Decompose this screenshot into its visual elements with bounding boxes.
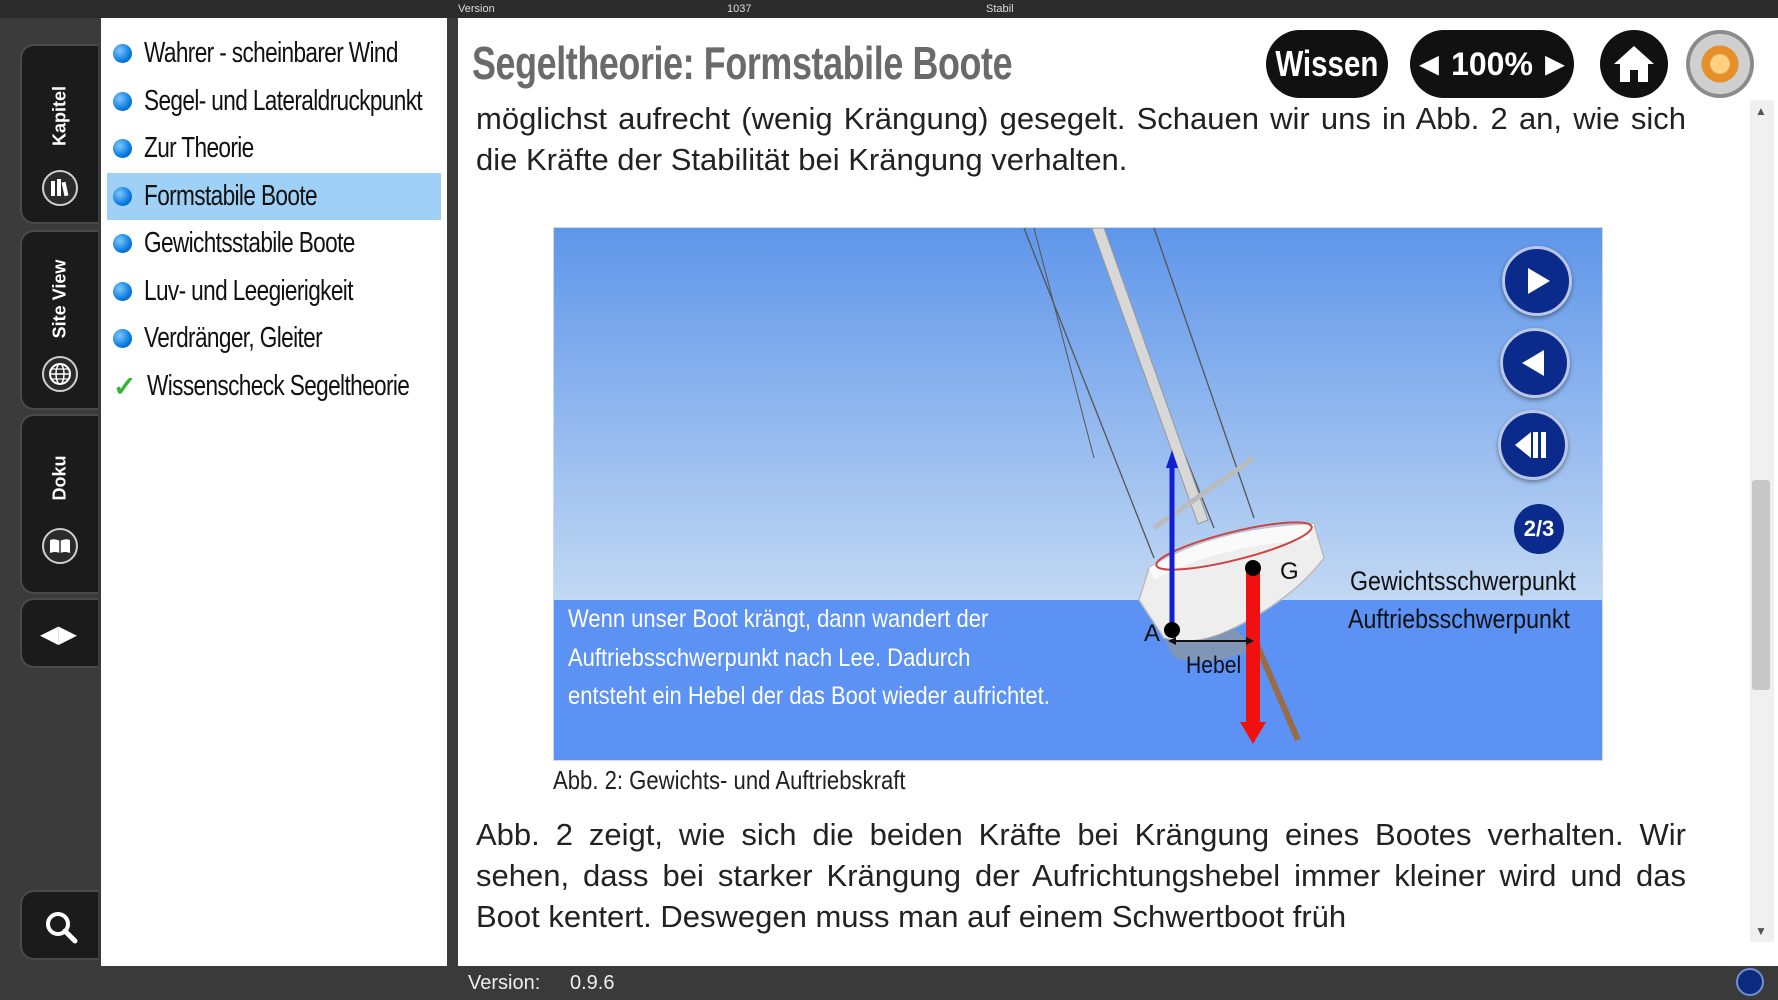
rewind-icon: [1513, 428, 1553, 462]
chapter-item[interactable]: [101, 125, 447, 173]
tab-doku[interactable]: [20, 414, 98, 594]
search-button[interactable]: [20, 890, 98, 960]
top-info-version: Version: [458, 3, 495, 15]
scrollbar-thumb[interactable]: [1752, 480, 1770, 690]
home-button[interactable]: [1600, 30, 1668, 98]
figure-caption: Abb. 2: Gewichts- und Auftriebskraft: [553, 765, 906, 795]
version-value: 0.9.6: [570, 972, 615, 994]
bullet-icon: [113, 282, 132, 301]
top-info-strip: [0, 0, 1778, 18]
chapter-item[interactable]: [101, 363, 447, 411]
chapter-label: Formstabile Boote: [144, 179, 317, 212]
figure-text-line2: Auftriebsschwerpunkt nach Lee. Dadurch: [568, 644, 971, 672]
chapter-label: Wissenscheck Segeltheorie: [147, 369, 410, 402]
wissen-button[interactable]: [1266, 30, 1388, 98]
rewind-button[interactable]: [1498, 410, 1568, 480]
chapter-item[interactable]: [101, 220, 447, 268]
figure-text-line1: Wenn unser Boot krängt, dann wandert der: [568, 605, 989, 633]
tab-site-view[interactable]: [20, 230, 98, 410]
previous-step-button[interactable]: [1500, 328, 1570, 398]
chapter-label: Gewichtsstabile Boote: [144, 227, 355, 260]
explanation-paragraph: Abb. 2 zeigt, wie sich die beiden Kräfte bei Krängung eines Bootes verhalten. Wir sehen, dass bei starker Krängung der Aufrichtungshebel immer kleiner wird und das Boot kentert. Deswegen muss man auf einem Schwertboot früh: [476, 817, 1686, 934]
content-area: [476, 98, 1686, 950]
bullet-icon: [113, 329, 132, 348]
top-info-number: 1037: [727, 3, 752, 15]
back-icon: [1518, 346, 1552, 380]
checkmark-icon: ✓: [113, 370, 136, 402]
book-icon: [42, 528, 78, 564]
zoom-out-icon[interactable]: ◀: [1420, 50, 1439, 78]
chapter-label: Luv- und Leegierigkeit: [144, 274, 353, 307]
stability-figure: [553, 227, 1603, 761]
page-title: Segeltheorie: Formstabile Boote: [472, 37, 1013, 89]
chapter-list: [101, 18, 447, 966]
wissen-label: Wissen: [1275, 43, 1379, 84]
zoom-in-icon[interactable]: ▶: [1545, 50, 1564, 78]
tab-site-view-label: Site View: [49, 259, 70, 339]
chapter-item[interactable]: [101, 78, 447, 126]
play-icon: [1520, 264, 1554, 298]
legend-weight-center: Gewichtsschwerpunkt: [1350, 566, 1576, 596]
label-hebel: Hebel: [1186, 652, 1242, 679]
main-panel: [458, 18, 1778, 966]
bullet-icon: [113, 44, 132, 63]
zoom-value: 100%: [1451, 45, 1533, 82]
label-g: G: [1280, 558, 1299, 585]
tab-doku-label: Doku: [49, 455, 70, 501]
left-right-arrows-icon: ◀▶: [40, 621, 77, 648]
bullet-icon: [113, 234, 132, 253]
chapter-item[interactable]: [101, 268, 447, 316]
tab-kapitel[interactable]: [20, 44, 98, 224]
library-icon: [42, 170, 78, 206]
chapter-item[interactable]: [101, 30, 447, 78]
scroll-up-icon[interactable]: ▲: [1755, 104, 1767, 118]
tab-kapitel-label: Kapitel: [49, 86, 70, 147]
chapter-label: Wahrer - scheinbarer Wind: [144, 37, 398, 70]
search-icon: [44, 910, 78, 944]
mouse-icon[interactable]: [1736, 968, 1764, 996]
bullet-icon: [113, 139, 132, 158]
vertical-scrollbar[interactable]: [1750, 100, 1774, 942]
zoom-control[interactable]: [1410, 30, 1574, 98]
label-a: A: [1144, 620, 1161, 647]
chapter-label: Segel- und Lateraldruckpunkt: [144, 84, 423, 117]
scroll-down-icon[interactable]: ▼: [1755, 924, 1767, 938]
bullet-icon: [113, 187, 132, 206]
chapter-item[interactable]: [101, 315, 447, 363]
play-button[interactable]: [1502, 246, 1572, 316]
globe-icon: [42, 356, 78, 392]
top-info-state: Stabil: [986, 3, 1014, 15]
legend-buoyancy-center: Auftriebsschwerpunkt: [1348, 604, 1570, 634]
bullet-icon: [113, 92, 132, 111]
version-label: Version:: [468, 972, 541, 994]
settings-gear-icon[interactable]: [1686, 30, 1754, 98]
step-indicator: 2/3: [1514, 504, 1564, 554]
chapter-label: Verdränger, Gleiter: [144, 322, 323, 355]
status-bar: [0, 966, 1778, 1000]
toggle-panel-button[interactable]: [20, 598, 98, 668]
intro-paragraph: möglichst aufrecht (wenig Krängung) gesegelt. Schauen wir uns in Abb. 2 an, wie sich die Kräfte der Stabilität bei Krängung verhalten.: [476, 101, 1686, 177]
chapter-item[interactable]: [107, 173, 441, 221]
home-icon: [1612, 44, 1656, 84]
figure-text-line3: entsteht ein Hebel der das Boot wieder aufrichtet.: [568, 682, 1050, 710]
chapter-label: Zur Theorie: [144, 132, 254, 165]
